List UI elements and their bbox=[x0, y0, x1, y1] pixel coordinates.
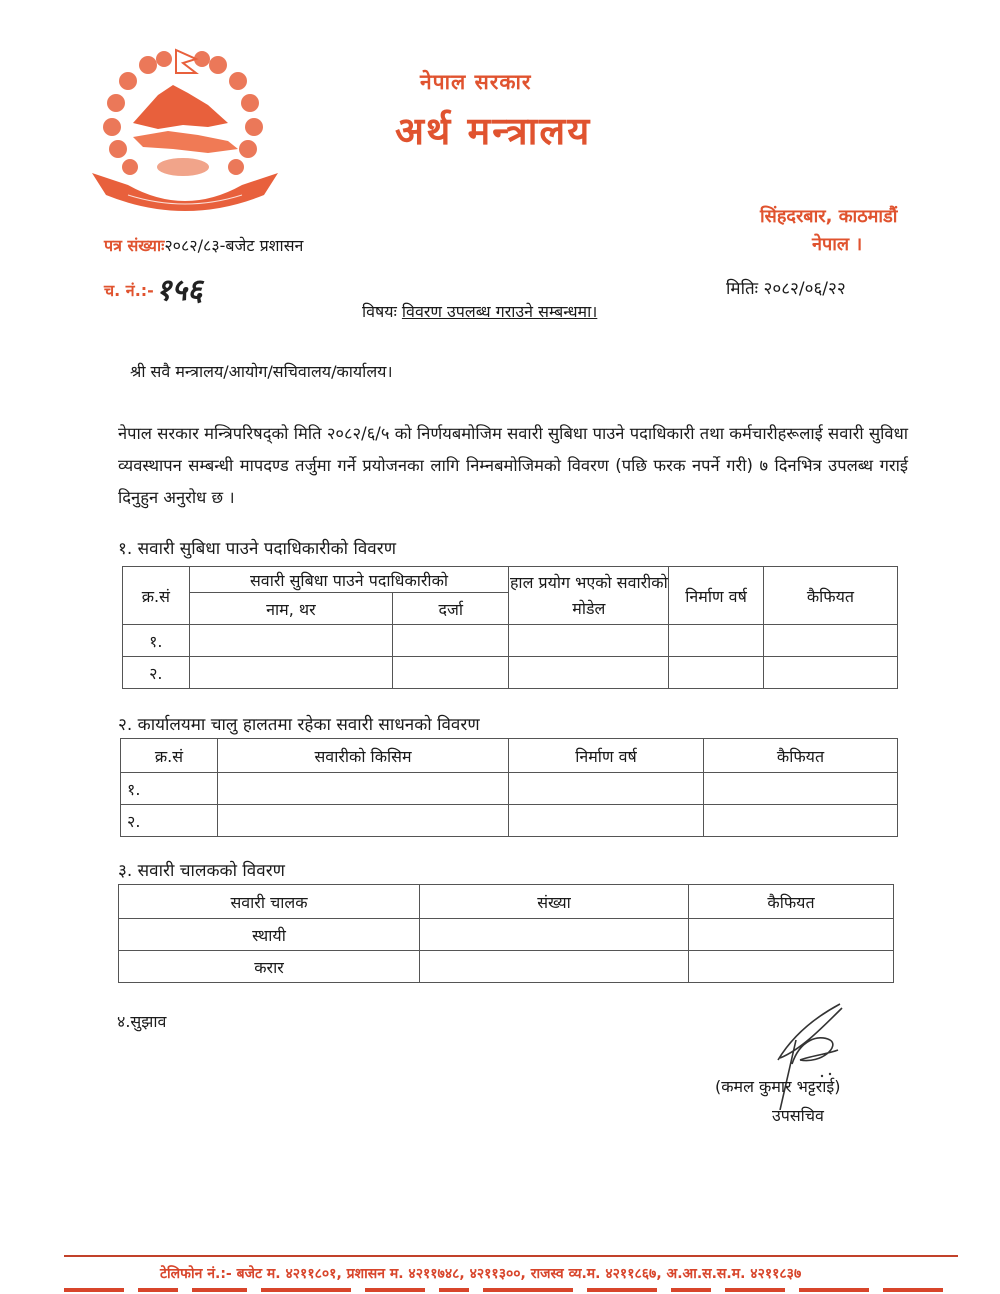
cell-remarks[interactable] bbox=[704, 805, 898, 837]
date-label: मितिः bbox=[726, 279, 759, 299]
subject-label: विषयः bbox=[362, 302, 397, 321]
dispatch-number-label: च. नं.:- bbox=[104, 281, 154, 300]
cell-driver-type: करार bbox=[119, 951, 420, 983]
cell-year[interactable] bbox=[669, 625, 763, 657]
table-row bbox=[123, 625, 898, 657]
ministry-name: अर्थ मन्त्रालय bbox=[395, 109, 592, 153]
vehicles-table bbox=[120, 738, 898, 837]
cell-year[interactable] bbox=[509, 805, 704, 837]
cell-count[interactable] bbox=[420, 919, 689, 951]
col-header-remarks: कैफियत bbox=[763, 567, 897, 625]
col-header-vehicle-type: सवारीको किसिम bbox=[218, 739, 509, 773]
letter-number bbox=[104, 234, 303, 256]
cell-vehicle-type[interactable] bbox=[218, 805, 509, 837]
table-row bbox=[123, 657, 898, 689]
signatory-designation: उपसचिव bbox=[772, 1106, 824, 1125]
cell-remarks[interactable] bbox=[763, 657, 897, 689]
footer-divider bbox=[64, 1255, 958, 1257]
section-2-title: २. कार्यालयमा चालु हालतमा रहेका सवारी साधनको विवरण bbox=[118, 715, 480, 735]
footer-phone-numbers: टेलिफोन नं.:- बजेट म. ४२११८०१, प्रशासन म. ४२११७४८, ४२११३००, राजस्व व्य.म. ४२११८६७, अ.आ.स.स.म. ४२११८३७ bbox=[160, 1266, 802, 1282]
cell-remarks[interactable] bbox=[763, 625, 897, 657]
government-name: नेपाल सरकार bbox=[420, 70, 532, 94]
cell-sn: २. bbox=[121, 805, 218, 837]
salutation: श्री सवै मन्त्रालय/आयोग/सचिवालय/कार्यालय। bbox=[130, 362, 393, 381]
table-row bbox=[121, 805, 898, 837]
letter-number-value: २०८२/८३-बजेट प्रशासन bbox=[164, 236, 304, 255]
col-header-name: नाम, थर bbox=[189, 593, 393, 625]
cell-name[interactable] bbox=[189, 657, 393, 689]
cell-rank[interactable] bbox=[393, 657, 509, 689]
cell-sn: १. bbox=[121, 773, 218, 805]
col-header-year: निर्माण वर्ष bbox=[669, 567, 763, 625]
col-header-rank: दर्जा bbox=[393, 593, 509, 625]
officials-table bbox=[122, 566, 898, 689]
cell-rank[interactable] bbox=[393, 625, 509, 657]
section-4-suggestions: ४.सुझाव bbox=[117, 1012, 167, 1031]
table-row bbox=[119, 919, 894, 951]
col-header-year: निर्माण वर्ष bbox=[509, 739, 704, 773]
cell-model[interactable] bbox=[509, 625, 669, 657]
cell-name[interactable] bbox=[189, 625, 393, 657]
section-1-title: १. सवारी सुबिधा पाउने पदाधिकारीको विवरण bbox=[118, 539, 397, 559]
dispatch-number-value: १५६ bbox=[155, 273, 203, 308]
cell-count[interactable] bbox=[420, 951, 689, 983]
signature-icon bbox=[770, 1000, 860, 1075]
subject-line bbox=[362, 300, 597, 322]
cell-vehicle-type[interactable] bbox=[218, 773, 509, 805]
date-value: २०८२/०६/२२ bbox=[763, 279, 846, 299]
address-line-2: नेपाल । bbox=[812, 234, 863, 255]
cell-year[interactable] bbox=[669, 657, 763, 689]
subject-text: विवरण उपलब्ध गराउने सम्बन्धमा। bbox=[401, 302, 598, 321]
cell-sn: १. bbox=[123, 625, 190, 657]
cell-driver-type: स्थायी bbox=[119, 919, 420, 951]
section-3-title: ३. सवारी चालकको विवरण bbox=[118, 861, 285, 881]
col-header-remarks: कैफियत bbox=[689, 885, 894, 919]
footer-cropped-line bbox=[64, 1284, 958, 1294]
drivers-table bbox=[118, 884, 894, 983]
dispatch-number bbox=[104, 264, 203, 308]
letter-date bbox=[726, 276, 846, 299]
col-header-sn: क्र.सं bbox=[123, 567, 190, 625]
nepal-emblem-icon bbox=[88, 45, 283, 215]
col-header-count: संख्या bbox=[420, 885, 689, 919]
cell-remarks[interactable] bbox=[689, 919, 894, 951]
letter-number-label: पत्र संख्याः bbox=[104, 236, 165, 255]
signatory-name: (कमल कुमार भट्टराई) bbox=[715, 1077, 841, 1096]
table-row bbox=[121, 773, 898, 805]
col-header-model: हाल प्रयोग भएको सवारीको मोडेल bbox=[509, 567, 669, 625]
cell-remarks[interactable] bbox=[704, 773, 898, 805]
body-paragraph: नेपाल सरकार मन्त्रिपरिषद्को मिति २०८२/६/५ को निर्णयबमोजिम सवारी सुबिधा पाउने पदाधिकारी तथा कर्मचारीहरूलाई सवारी सुविधा व्यवस्थापन सम्बन्धी मापदण्ड तर्जुमा गर्ने प्रयोजनका लागि निम्नबमोजिमको विवरण (पछि फरक नपर्ने गरी) ७ दिनभित्र उपलब्ध गराई दिनुहुन अनुरोध छ । bbox=[118, 424, 908, 507]
col-header-driver: सवारी चालक bbox=[119, 885, 420, 919]
table-row bbox=[119, 951, 894, 983]
cell-sn: २. bbox=[123, 657, 190, 689]
col-header-sn: क्र.सं bbox=[121, 739, 218, 773]
col-header-remarks: कैफियत bbox=[704, 739, 898, 773]
cell-remarks[interactable] bbox=[689, 951, 894, 983]
cell-model[interactable] bbox=[509, 657, 669, 689]
address-line-1: सिंहदरबार, काठमाडौं bbox=[760, 206, 898, 227]
cell-year[interactable] bbox=[509, 773, 704, 805]
col-header-official-group: सवारी सुबिधा पाउने पदाधिकारीको bbox=[189, 567, 509, 593]
